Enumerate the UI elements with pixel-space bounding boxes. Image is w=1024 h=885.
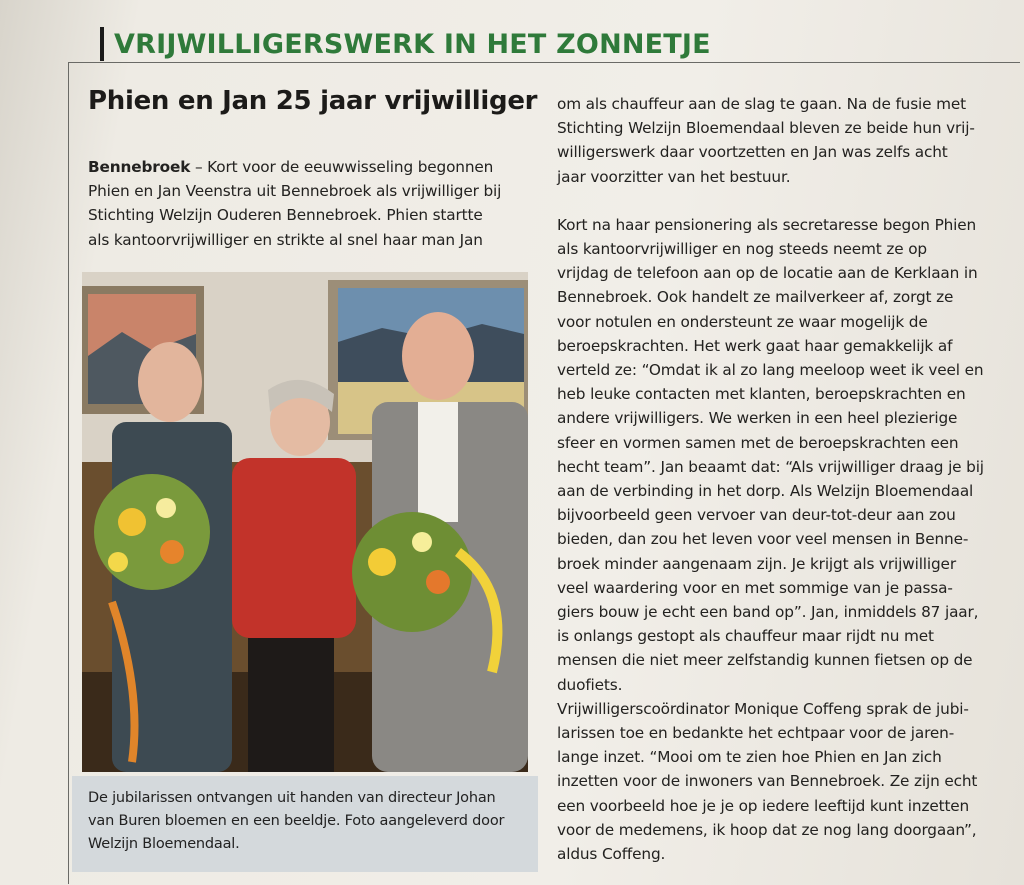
text-line: veel waardering voor en met sommige van je passa- — [557, 578, 953, 597]
text-line: Stichting Welzijn Bloemendaal bleven ze beide hun vrij- — [557, 119, 975, 138]
text-line: voor notulen en ondersteunt ze waar mogelijk de — [557, 312, 928, 331]
text-line: een voorbeeld hoe je je op iedere leeftijd kunt inzetten — [557, 796, 970, 815]
text-line: broek minder aangenaam zijn. Je krijgt als vrijwilliger — [557, 554, 956, 573]
article-photo — [82, 272, 528, 772]
lead-place: Bennebroek — [88, 158, 191, 176]
person-right-head — [402, 312, 474, 400]
person-left-head — [138, 342, 202, 422]
text-line: als kantoorvrijwilliger en strikte al snel haar man Jan — [88, 230, 483, 249]
text-line: vrijdag de telefoon aan op de locatie aan de Kerklaan in — [557, 264, 978, 283]
text-line: Phien en Jan Veenstra uit Bennebroek als vrijwilliger bij — [88, 182, 502, 201]
text-line: duofiets. — [557, 675, 623, 694]
paragraph-2 — [557, 213, 1007, 866]
text-line: andere vrijwilligers. We werken in een heel plezierige — [557, 409, 958, 428]
text-line: bijvoorbeeld geen vervoer van deur-tot-deur aan zou — [557, 506, 956, 525]
text-line: beroepskrachten. Het werk gaat haar gemakkelijk af — [557, 336, 953, 355]
text-line: Bennebroek. Ook handelt ze mailverkeer af, zorgt ze — [557, 288, 954, 307]
text-line: bieden, dan zou het leven voor veel mensen in Benne- — [557, 530, 969, 549]
text-line: heb leuke contacten met klanten, beroepskrachten en — [557, 385, 966, 404]
section-header — [100, 22, 980, 66]
article-lead-line — [88, 155, 538, 179]
caption-line: De jubilarissen ontvangen uit handen van directeur Johan — [88, 790, 496, 806]
text-line: larissen toe en bedankte het echtpaar voor de jaren- — [557, 724, 955, 743]
text-line: sfeer en vormen samen met de beroepskrachten een — [557, 433, 959, 452]
bouquet-left — [94, 474, 210, 590]
photo-caption — [88, 787, 504, 856]
section-title: VRIJWILLIGERSWERK IN HET ZONNETJE — [114, 28, 711, 60]
article-column-right — [557, 92, 1007, 866]
text-line: jaar voorzitter van het bestuur. — [557, 167, 791, 186]
text-line: hecht team”. Jan beaamt dat: “Als vrijwilliger draag je bij — [557, 457, 984, 476]
photo-caption-box — [72, 776, 538, 872]
text-line: om als chauffeur aan de slag te gaan. Na de fusie met — [557, 95, 966, 113]
text-line: inzetten voor de inwoners van Bennebroek. Ze zijn echt — [557, 772, 978, 791]
section-divider-bar — [100, 27, 104, 61]
article-headline: Phien en Jan 25 jaar vrijwilliger — [88, 86, 538, 116]
paragraph-gap — [557, 189, 1007, 213]
paragraph-1 — [557, 92, 1007, 189]
caption-line: van Buren bloemen en een beeldje. Foto aangeleverd door — [88, 813, 505, 829]
text-line: aan de verbinding in het dorp. Als Welzijn Bloemendaal — [557, 482, 974, 501]
text-line: verteld ze: “Omdat ik al zo lang meeloop weet ik veel en — [557, 361, 984, 380]
text-line: lange inzet. “Mooi om te zien hoe Phien en Jan zich — [557, 748, 942, 767]
bouquet-right — [352, 512, 472, 632]
text-line: mensen die niet meer zelfstandig kunnen fietsen op de — [557, 651, 973, 670]
text-line: aldus Coffeng. — [557, 845, 666, 864]
text-line: als kantoorvrijwilliger en nog steeds neemt ze op — [557, 240, 927, 259]
text-line: is onlangs gestopt als chauffeur maar rijdt nu met — [557, 627, 934, 646]
article-column-left — [88, 155, 538, 252]
text-line: Kort na haar pensionering als secretaresse begon Phien — [557, 215, 977, 234]
text-line: giers bouw je echt een band op”. Jan, inmiddels 87 jaar, — [557, 603, 979, 622]
text-line: Vrijwilligerscoördinator Monique Coffeng sprak de jubi- — [557, 699, 969, 718]
text-line: Stichting Welzijn Ouderen Bennebroek. Phien startte — [88, 206, 483, 225]
photo-illustration — [82, 272, 528, 772]
text-line: willigerswerk daar voortzetten en Jan was zelfs acht — [557, 143, 948, 162]
caption-line: Welzijn Bloemendaal. — [88, 836, 240, 852]
text-line: – Kort voor de eeuwwisseling begonnen — [190, 158, 494, 176]
text-line: voor de medemens, ik hoop dat ze nog lang doorgaan”, — [557, 820, 977, 839]
